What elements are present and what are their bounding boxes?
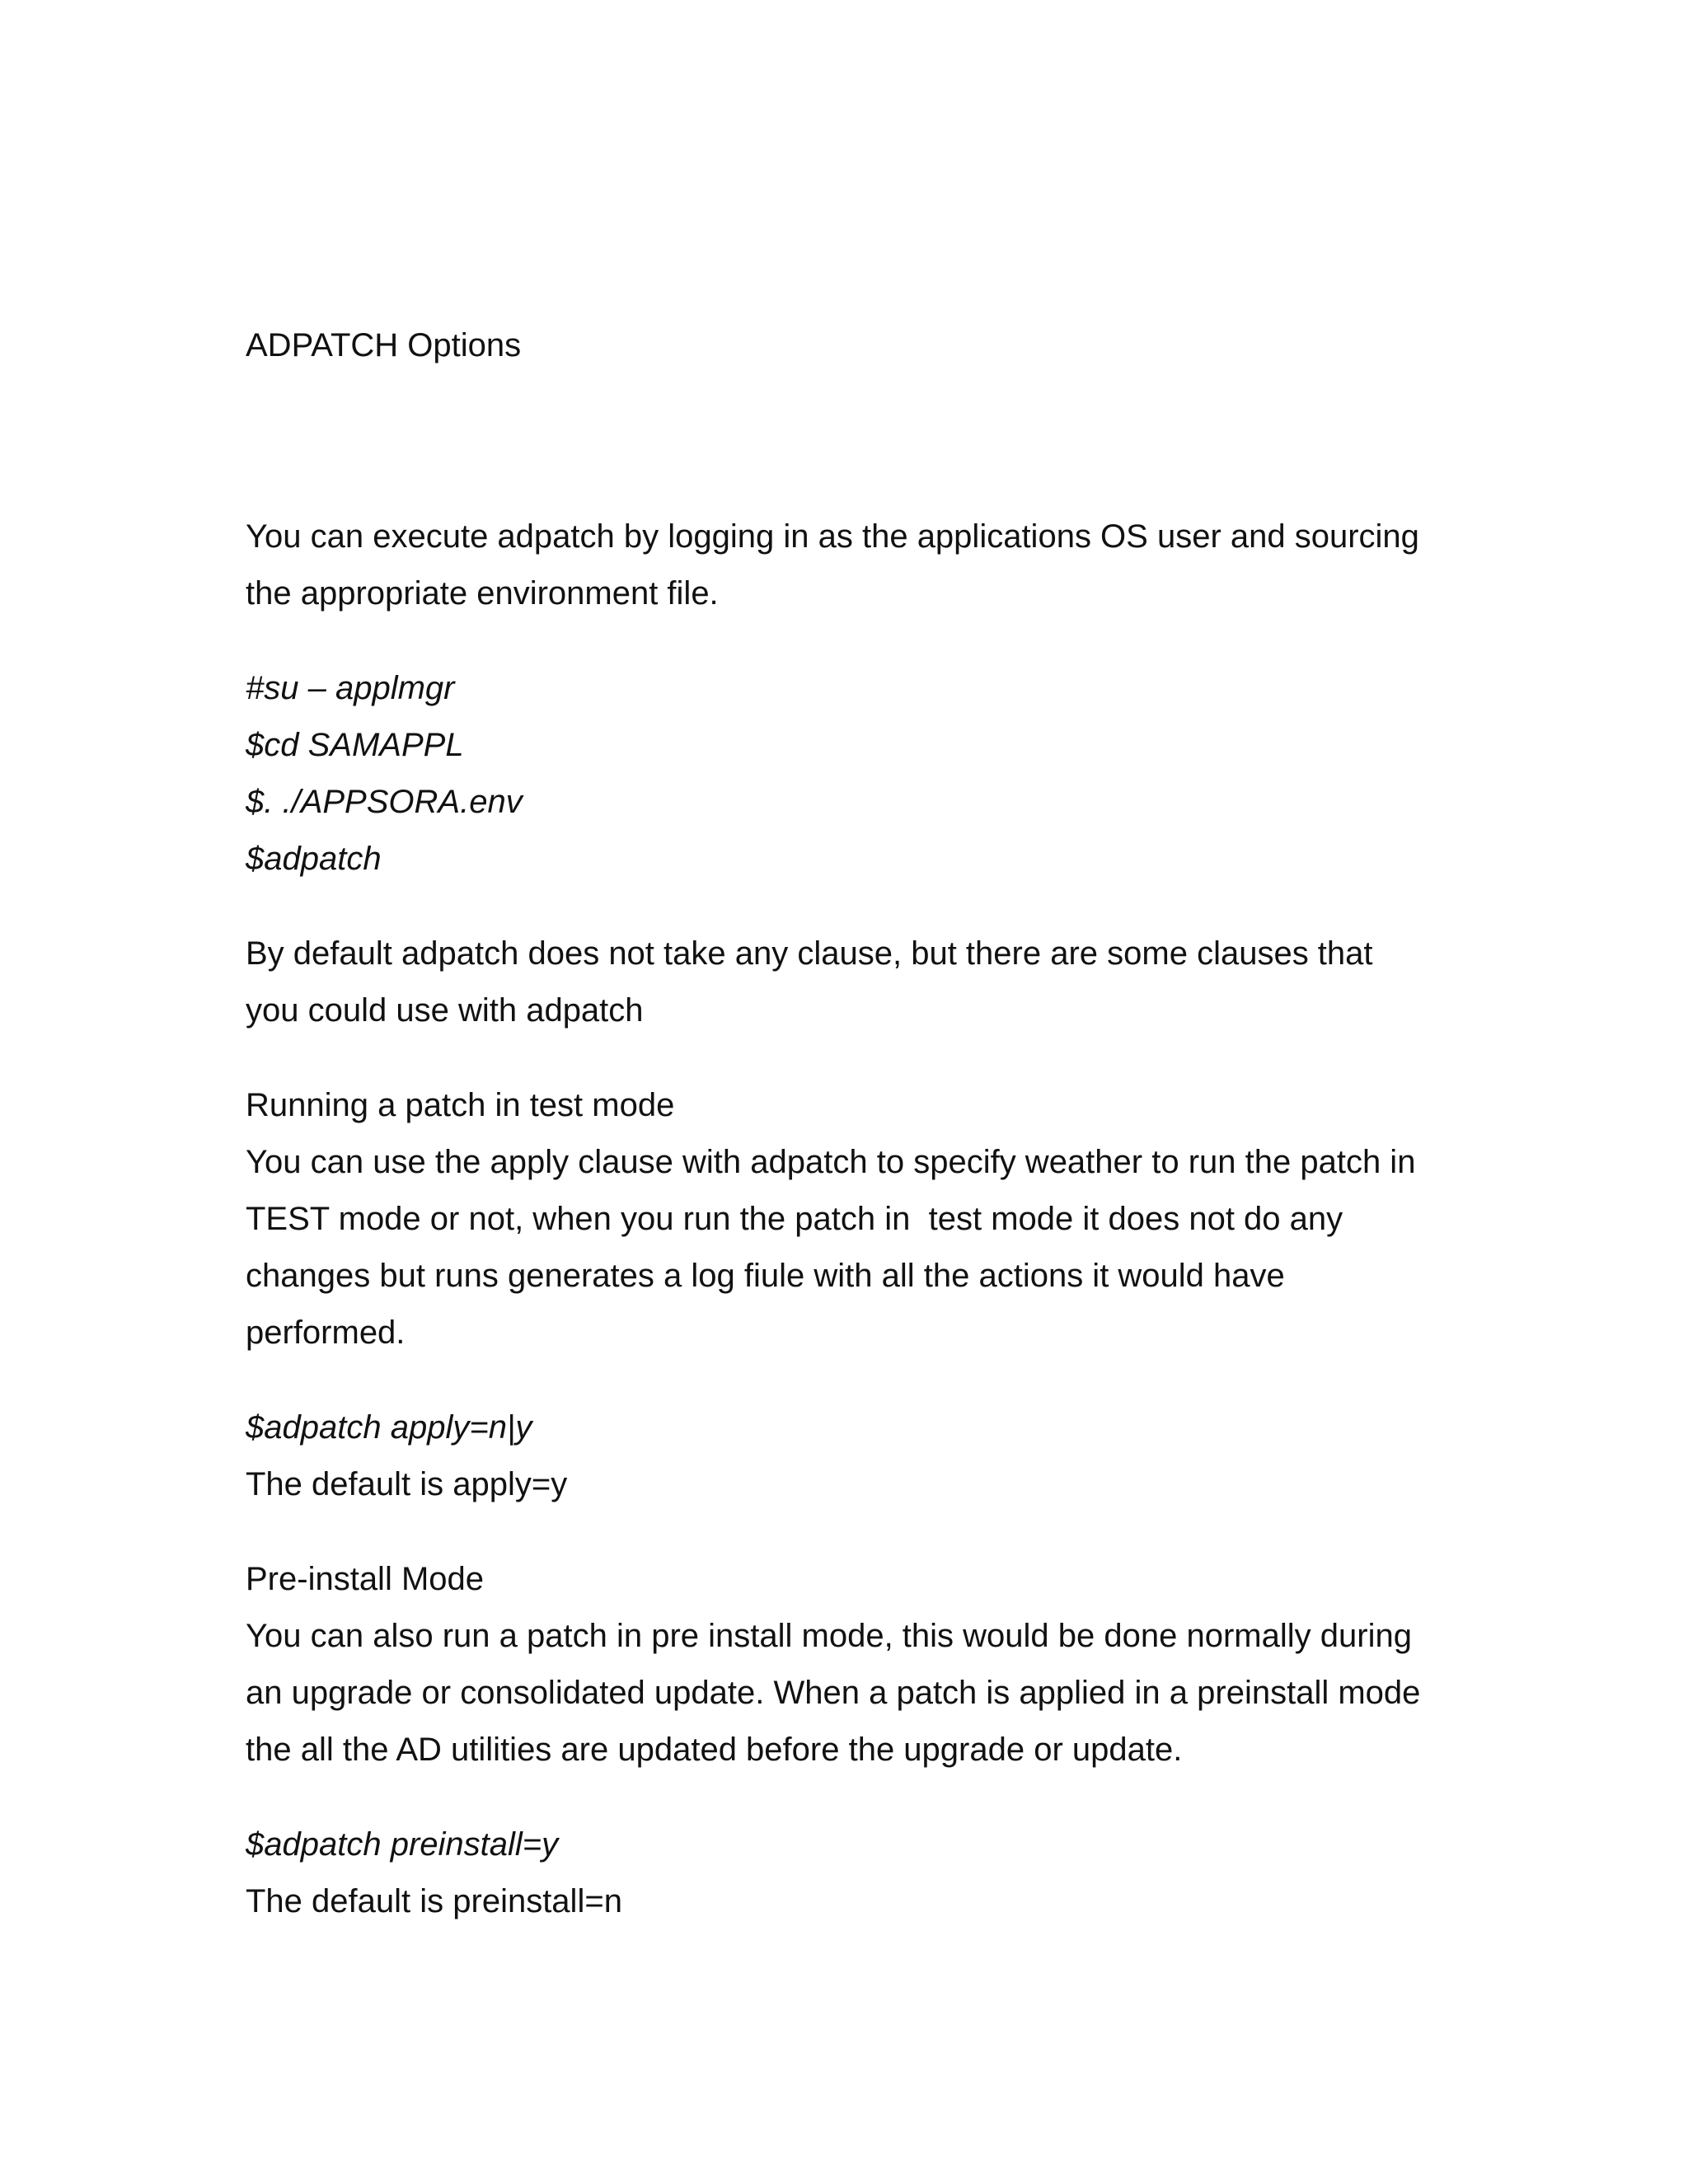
intro-paragraph <box>246 509 1449 622</box>
text-line: an upgrade or consolidated update. When a patch is applied in a preinstall mode <box>246 1675 1421 1711</box>
text-line: performed. <box>246 1315 406 1351</box>
text-line: the all the AD utilities are updated before the upgrade or update. <box>246 1732 1183 1768</box>
command-line: $adpatch <box>246 841 382 877</box>
spacer <box>246 1513 1449 1551</box>
spacer <box>246 888 1449 926</box>
text-line: You can also run a patch in pre install mode, this would be done normally during <box>246 1618 1412 1654</box>
text-line: You can execute adpatch by logging in as the applications OS user and sourcing <box>246 518 1419 555</box>
test-mode-section <box>246 1077 1449 1361</box>
default-clause-paragraph <box>246 926 1449 1039</box>
document-body <box>246 317 1449 1930</box>
default-note: The default is preinstall=n <box>246 1883 622 1919</box>
text-line: TEST mode or not, when you run the patch in test mode it does not do any <box>246 1201 1343 1237</box>
section-heading: Pre-install Mode <box>246 1561 485 1597</box>
test-mode-command-block <box>246 1399 1449 1513</box>
spacer <box>246 1779 1449 1816</box>
text-line: changes but runs generates a log fiule with all the actions it would have <box>246 1258 1285 1294</box>
section-heading: Running a patch in test mode <box>246 1087 675 1123</box>
spacer <box>246 622 1449 660</box>
text-line: you could use with adpatch <box>246 992 644 1029</box>
command-line: $cd SAMAPPL <box>246 727 464 763</box>
preinstall-section <box>246 1551 1449 1779</box>
text-line: the appropriate environment file. <box>246 575 719 612</box>
text-line: You can use the apply clause with adpatch to specify weather to run the patch in <box>246 1144 1416 1180</box>
command-line: $. ./APPSORA.env <box>246 784 523 820</box>
spacer <box>246 374 1449 509</box>
default-note: The default is apply=y <box>246 1466 568 1502</box>
preinstall-command-block <box>246 1816 1449 1930</box>
spacer <box>246 1039 1449 1077</box>
page-title: ADPATCH Options <box>246 327 522 363</box>
command-line: $adpatch apply=n|y <box>246 1409 532 1446</box>
login-commands <box>246 660 1449 888</box>
command-line: #su – applmgr <box>246 670 455 706</box>
text-line: By default adpatch does not take any clause, but there are some clauses that <box>246 935 1373 972</box>
command-line: $adpatch preinstall=y <box>246 1826 559 1863</box>
spacer <box>246 1361 1449 1399</box>
